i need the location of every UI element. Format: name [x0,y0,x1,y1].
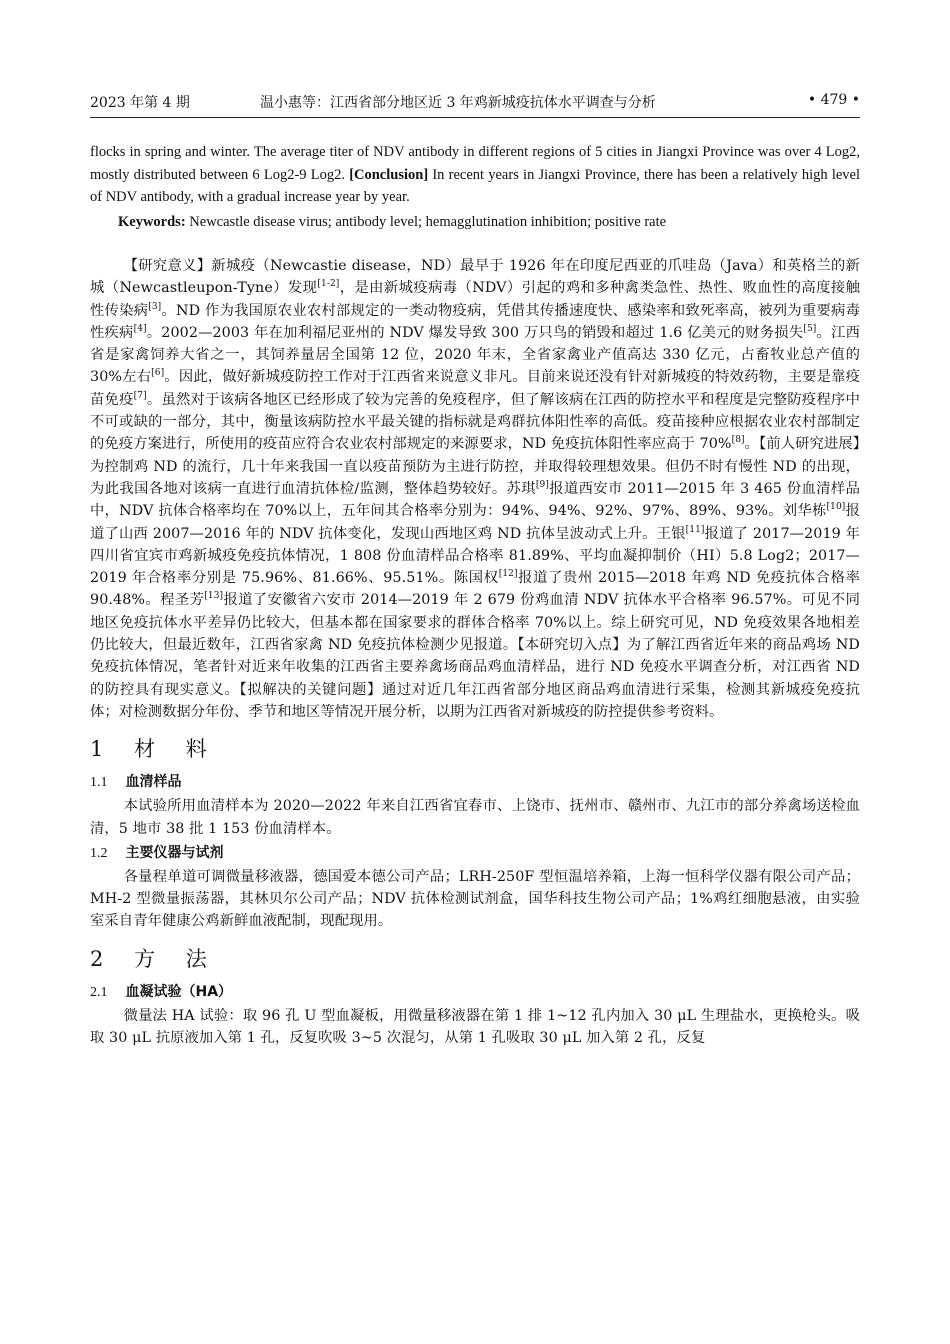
section-number: 1 [90,737,116,762]
citation: [8] [731,435,745,446]
citation: [11] [685,524,705,535]
article-body [90,141,860,1049]
intro-text: 报道西安市 2011—2015 年 3 465 份血清样品中，NDV 抗体合格率均在 70%以上，五年间其合格率分别为：94%、94%、92%、97%、89%、93%。刘华栋 [90,480,860,520]
subsection-heading-instruments [90,842,860,864]
intro-text: ，是由新城疫病毒（NDV）引起的鸡和多种禽类急性、热性、败血性的高度接触性传染病 [90,280,860,319]
section-title: 方 法 [134,946,219,971]
intro-text: 。虽然对于该病各地区已经形成了较为完善的免疫程序，但了解该病在江西的防控水平和程度是完整防疫程序中不可或缺的一部分，其中，衡量该病防控水平最关键的指标就是鸡群抗体阳性率的高低。疫苗接种应根据农业农村部制定的免疫方案进行，所使用的疫苗应符合农业农村部规定的来源要求，ND 免疫抗体阳性率应高于 70% [90,391,860,453]
instruments-paragraph: 各量程单道可调微量移液器，德国爱本德公司产品；LRH-250F 型恒温培养箱，上海一恒科学仪器有限公司产品；MH-2 型微量振荡器，其林贝尔公司产品；NDV 抗体检测试剂盒，国华科技生物公司产品；1%鸡红细胞悬液，由实验室采自青年健康公鸡新鲜血液配制，现配现用。 [90,868,860,930]
intro-text: 。江西省是家禽饲养大省之一，其饲养量居全国第 12 位，2020 年末，全省家禽业产值高达 330 亿元，占畜牧业总产值的 30%左右 [90,324,860,386]
section-number: 2 [90,946,116,971]
header-rule [90,117,860,118]
citation: [1-2] [317,279,340,290]
citation: [5] [803,324,817,335]
section-heading-materials [90,733,860,765]
intro-text: 。2002—2003 年在加利福尼亚州的 NDV 爆发导致 300 万只鸟的销毁和超过 1.6 亿美元的财务损失 [146,324,804,341]
citation: [12] [498,569,518,580]
citation: [13] [204,591,224,602]
intro-text: 。因此，做好新城疫防控工作对于江西省来说意义非凡。目前来说还没有针对新城疫的特效药物，主要是靠疫苗免疫 [90,369,860,408]
intro-text: 报道了贵州 2015—2018 年鸡 ND 免疫抗体合格率 90.48%。程圣芳 [90,570,860,609]
citation: [3] [148,301,162,312]
serum-paragraph: 本试验所用血清样本为 2020—2022 年来自江西省宜春市、上饶市、抚州市、赣州市、九江市的部分养禽场送检血清，5 地市 38 批 1 153 份血清样本。 [90,798,860,837]
journal-issue: 2023 年第 4 期 [90,95,190,111]
introduction-paragraph [90,255,860,723]
subsection-number: 1.1 [90,775,108,791]
citation: [10] [826,502,846,513]
keywords-label: Keywords: [118,213,186,230]
ha-paragraph: 微量法 HA 试验：取 96 孔 U 型血凝板，用微量移液器在第 1 排 1~12 孔内加入 30 μL 生理盐水，更换枪头。吸取 30 μL 抗原液加入第 1 孔，反复吹吸 3~5 次混匀，从第 1 孔吸取 30 μL 加入第 2 孔，反复 [90,1007,860,1047]
conclusion-text: In recent years in Jiangxi Province, there has been a relatively high level of NDV antibody, with a gradual increase year by year. [90,166,860,205]
citation: [7] [133,391,147,402]
intro-text: 。ND 作为我国原农业农村部规定的一类动物疫病，凭借其传播速度快、感染率和致死率高，被列为重要病毒性疾病 [90,302,860,341]
subsection-heading-serum [90,771,860,793]
abstract-tail [90,141,860,209]
conclusion-label: [Conclusion] [349,166,429,183]
intro-text: 报道了 2017—2019 年四川省宜宾市鸡新城疫免疫抗体情况，1 808 份血清样品合格率 81.89%、平均血凝抑制价（HI）5.8 Log2；2017—2019 年合格率分别是 75.96%、81.66%、95.51%。陈国权 [90,525,861,587]
running-title: 温小惠等：江西省部分地区近 3 年鸡新城疫抗体水平调查与分析 [260,95,656,111]
subsection-number: 2.1 [90,984,108,1000]
subsection-number: 1.2 [90,845,108,861]
abstract-text: flocks in spring and winter. The average titer of NDV antibody in different regions of 5 cities in Jiangxi Province was over 4 Log2, mostly distributed between 6 Log2-9 Log2. [90,144,860,183]
intro-text: 。【前人研究进展】为控制鸡 ND 的流行，几十年来我国一直以疫苗预防为主进行防控，并取得较理想效果。但仍不时有慢性 ND 的出现，为此我国各地对该病一直进行血清抗体检/监测，整体趋势较好。苏琪 [90,436,860,497]
subsection-title: 血凝试验（HA） [125,983,233,1000]
page-number: • 479 • [807,92,860,108]
section-title: 材 料 [134,737,219,762]
page-header [90,92,860,116]
intro-text: 报道了安徽省六安市 2014—2019 年 2 679 份鸡血清 NDV 抗体水平合格率 96.57%。可见不同地区免疫抗体水平差异仍比较大，但基本都在国家要求的群体合格率 70%以上。综上研究可见，ND 免疫效果各地相差仍比较大，但最近数年，江西省家禽 ND 免疫抗体检测少见报道。【本研究切入点】为了解江西省近年来的商品鸡场 ND 免疫抗体情况，笔者针对近来年收集的江西省主要养禽场商品鸡血清样品，进行 ND 免疫水平调查分析，对江西省 ND 的防控具有现实意义。【拟解决的关键问题】通过对近几年江西省部分地区商品鸡血清进行采集，检测其新城疫免疫抗体；对检测数据分年份、季节和地区等情况开展分析，以期为江西省对新城疫的防控提供参考资料。 [90,592,860,720]
intro-text: 【研究意义】新城疫（Newcastie disease，ND）最早于 1926 年在印度尼西亚的爪哇岛（Java）和英格兰的新城（Newcastleupon-Tyne）发现 [90,258,860,297]
keywords [90,211,860,234]
citation: [9] [535,480,549,491]
section-heading-methods [90,943,860,975]
subsection-title: 血清样品 [125,774,182,791]
citation: [6] [151,368,165,379]
citation: [4] [133,324,147,335]
subsection-title: 主要仪器与试剂 [125,844,224,861]
subsection-heading-ha [90,981,860,1003]
keywords-text: Newcastle disease virus; antibody level; hemagglutination inhibition; positive rate [185,213,667,230]
intro-text: 报道了山西 2007—2016 年的 NDV 抗体变化，发现山西地区鸡 ND 抗体呈波动式上升。王银 [90,503,860,542]
